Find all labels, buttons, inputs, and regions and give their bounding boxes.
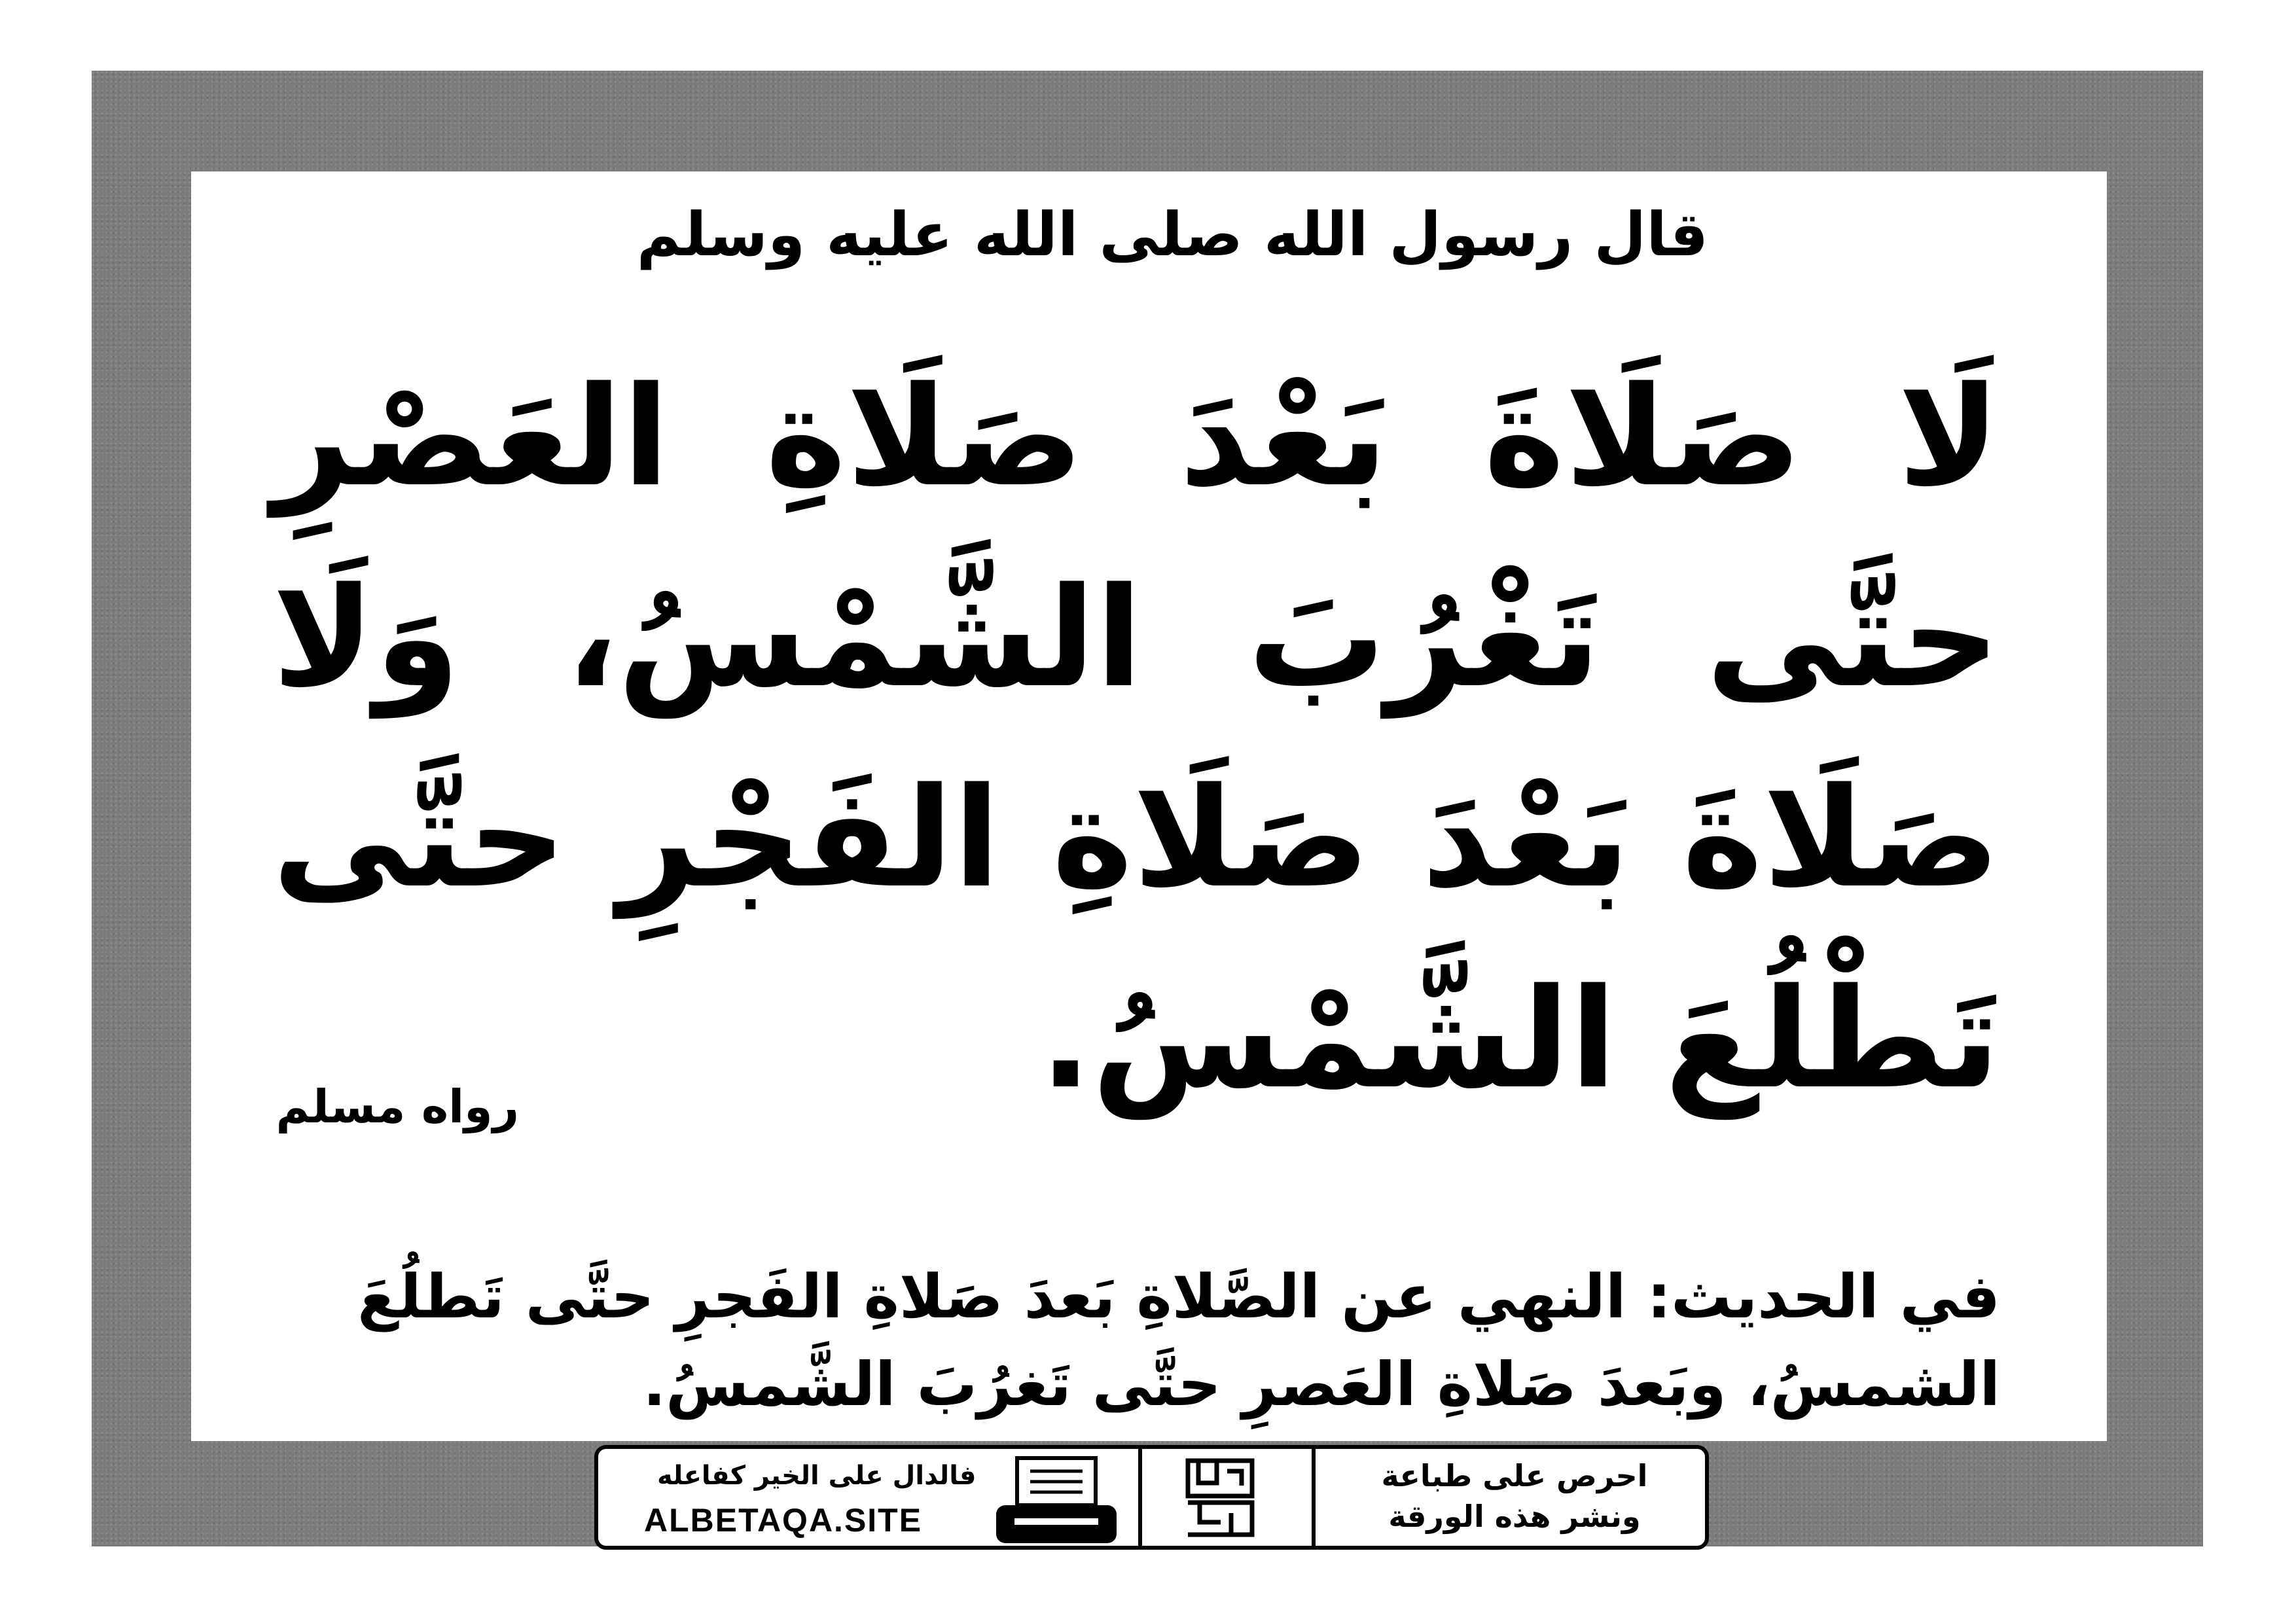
hadith-source: رواه مسلم bbox=[276, 1080, 519, 1133]
footer-divider bbox=[1312, 1449, 1316, 1546]
footer-motto: فالدال على الخير كفاعله bbox=[657, 1461, 977, 1491]
print-note-line1: احرص على طباعة bbox=[1381, 1458, 1648, 1493]
intro-heading: قال رسول الله صلى الله عليه وسلم bbox=[636, 200, 1708, 270]
logo-icon bbox=[1184, 1457, 1256, 1539]
print-note-line2: ونشر هذه الورقة bbox=[1388, 1499, 1641, 1535]
printer-icon bbox=[991, 1455, 1122, 1547]
hadith-text: لَا صَلَاةَ بَعْدَ صَلَاةِ العَصْرِ حتَّى تَغْرُبَ الشَّمْسُ، وَلَا صَلَاةَ بَعْدَ صَلَاةِ الفَجْرِ حتَّى تَطْلُعَ الشَّمْسُ. bbox=[272, 357, 2000, 1119]
print-note bbox=[1344, 1455, 1685, 1537]
hadith-explanation: في الحديث: النهي عن الصَّلاةِ بَعدَ صَلاةِ الفَجرِ حتَّى تَطلُعَ الشمسُ، وبَعدَ صَلاةِ العَصرِ حتَّى تَغرُبَ الشَّمسُ. bbox=[357, 1262, 2000, 1420]
footer-url[interactable]: ALBETAQA.SITE bbox=[644, 1502, 923, 1539]
footer-banner bbox=[594, 1445, 1709, 1550]
footer-divider bbox=[1138, 1449, 1142, 1546]
